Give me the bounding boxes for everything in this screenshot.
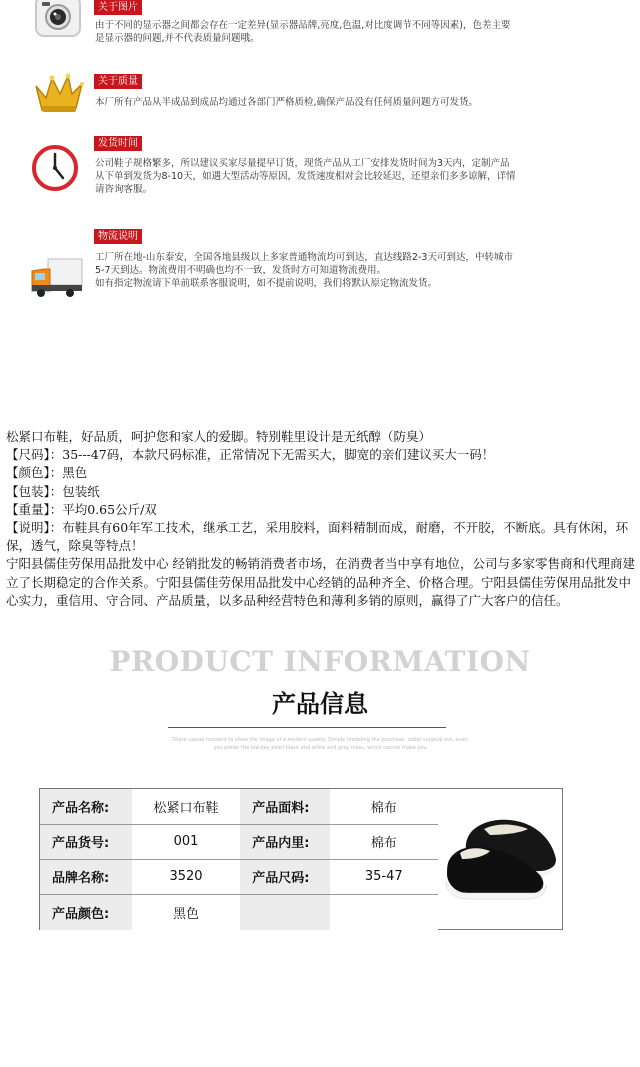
description-package: 【包装】：包装纸 (6, 483, 100, 499)
notice-text: 由于不同的显示器之间都会存在一定差异(显示器品牌,亮度,色温,对比度调节不同等因素)，色差主要 是显示器的问题,并不代表质量问题哦。 (95, 20, 511, 44)
shoe-image (444, 801, 560, 913)
table-row (40, 824, 438, 859)
notice-text: 公司鞋子规格繁多，所以建议买家尽量提早订货，现货产品从工厂安排发货时间为3天内，定制产品 从下单到发货为8-10天，如遇大型活动等原因，发货速度相对会比较延迟，还望亲们多多谅解，详情 请咨询客服。 (95, 158, 516, 195)
description-color: 【颜色】：黑色 (6, 465, 88, 481)
spec-label: 产品名称: (40, 789, 132, 824)
notice-tag: 物流说明 (94, 229, 142, 244)
spec-value: 黑色 (132, 894, 239, 930)
notice-tag: 关于质量 (94, 74, 142, 89)
spec-label: 产品内里: (240, 824, 330, 859)
camera-icon (30, 0, 86, 42)
spec-value (330, 894, 437, 930)
product-description (6, 428, 638, 610)
notice-tag: 关于图片 (94, 0, 142, 15)
description-note: 【说明】：布鞋具有60年军工技术，继承工艺，采用胶料，面料精制而成，耐磨，不开胶，不断底。具有休闲，环保，透气，除臭等特点！ (6, 520, 629, 554)
spec-value: 棉布 (330, 824, 437, 859)
description-intro: 松紧口布鞋，好品质，呵护您和家人的爱脚。特别鞋里设计是无纸醇（防臭） (6, 429, 432, 444)
section-title-en: PRODUCT INFORMATION (109, 645, 531, 678)
description-company: 宁阳县儒佳劳保用品批发中心 经销批发的畅销消费者市场，在消费者当中享有地位，公司与多家零售商和代理商建立了长期稳定的合作关系。宁阳县儒佳劳保用品批发中心经销的品种齐全、价格合理。宁阳县儒佳劳保用品批发中心实力，重信用、守合同、产品质量，以多品种经营特色和薄利多销的原则，赢得了广大客户的信任。 (6, 556, 635, 608)
spec-value: 棉布 (330, 789, 437, 824)
crown-icon (30, 64, 86, 120)
spec-value: 3520 (132, 859, 239, 894)
truck-icon (30, 251, 86, 307)
notice-text: 工厂所在地-山东泰安，全国各地县级以上多家普通物流均可到达，直达线路2-3天可到达，中转城市 5-7天到达。物流费用不明确也均不一致，发货时方可知道物流费用。 如有指定物流请下单前联系客服说明，如不提前说明，我们将默认原定物流发货。 (95, 252, 513, 289)
spec-value: 松紧口布鞋 (132, 789, 239, 824)
spec-value: 35-47 (330, 859, 437, 894)
section-title-cn: 产品信息 (272, 690, 368, 718)
spec-label: 产品尺码: (240, 859, 330, 894)
spec-label: 产品颜色: (40, 894, 132, 930)
table-row (40, 859, 438, 894)
notice-text: 本厂所有产品从半成品到成品均通过各部门严格质检,确保产品没有任何质量问题方可发货。 (95, 97, 479, 108)
spec-label: 产品货号: (40, 824, 132, 859)
notice-tag: 发货时间 (94, 136, 142, 151)
divider (168, 727, 446, 728)
description-weight: 【重量】：平均0.65公斤/双 (6, 501, 157, 517)
spec-label: 产品面料: (240, 789, 330, 824)
table-row (40, 789, 438, 824)
spec-value: 001 (132, 824, 239, 859)
clock-icon (30, 142, 86, 198)
description-size: 【尺码】：35---47码，本款尺码标准，正常情况下无需买大，脚宽的亲们建议买大一码！ (6, 447, 495, 463)
spec-table (39, 788, 563, 930)
fine-print: Share casual moment to show the image of a modern quality. Simple modeling the purchase, sober surgical out, even you prefer the low-key pearl black and white and gray mass, which cannot make you (172, 737, 468, 751)
table-row (40, 894, 438, 930)
spec-label (240, 894, 330, 930)
spec-label: 品牌名称: (40, 859, 132, 894)
